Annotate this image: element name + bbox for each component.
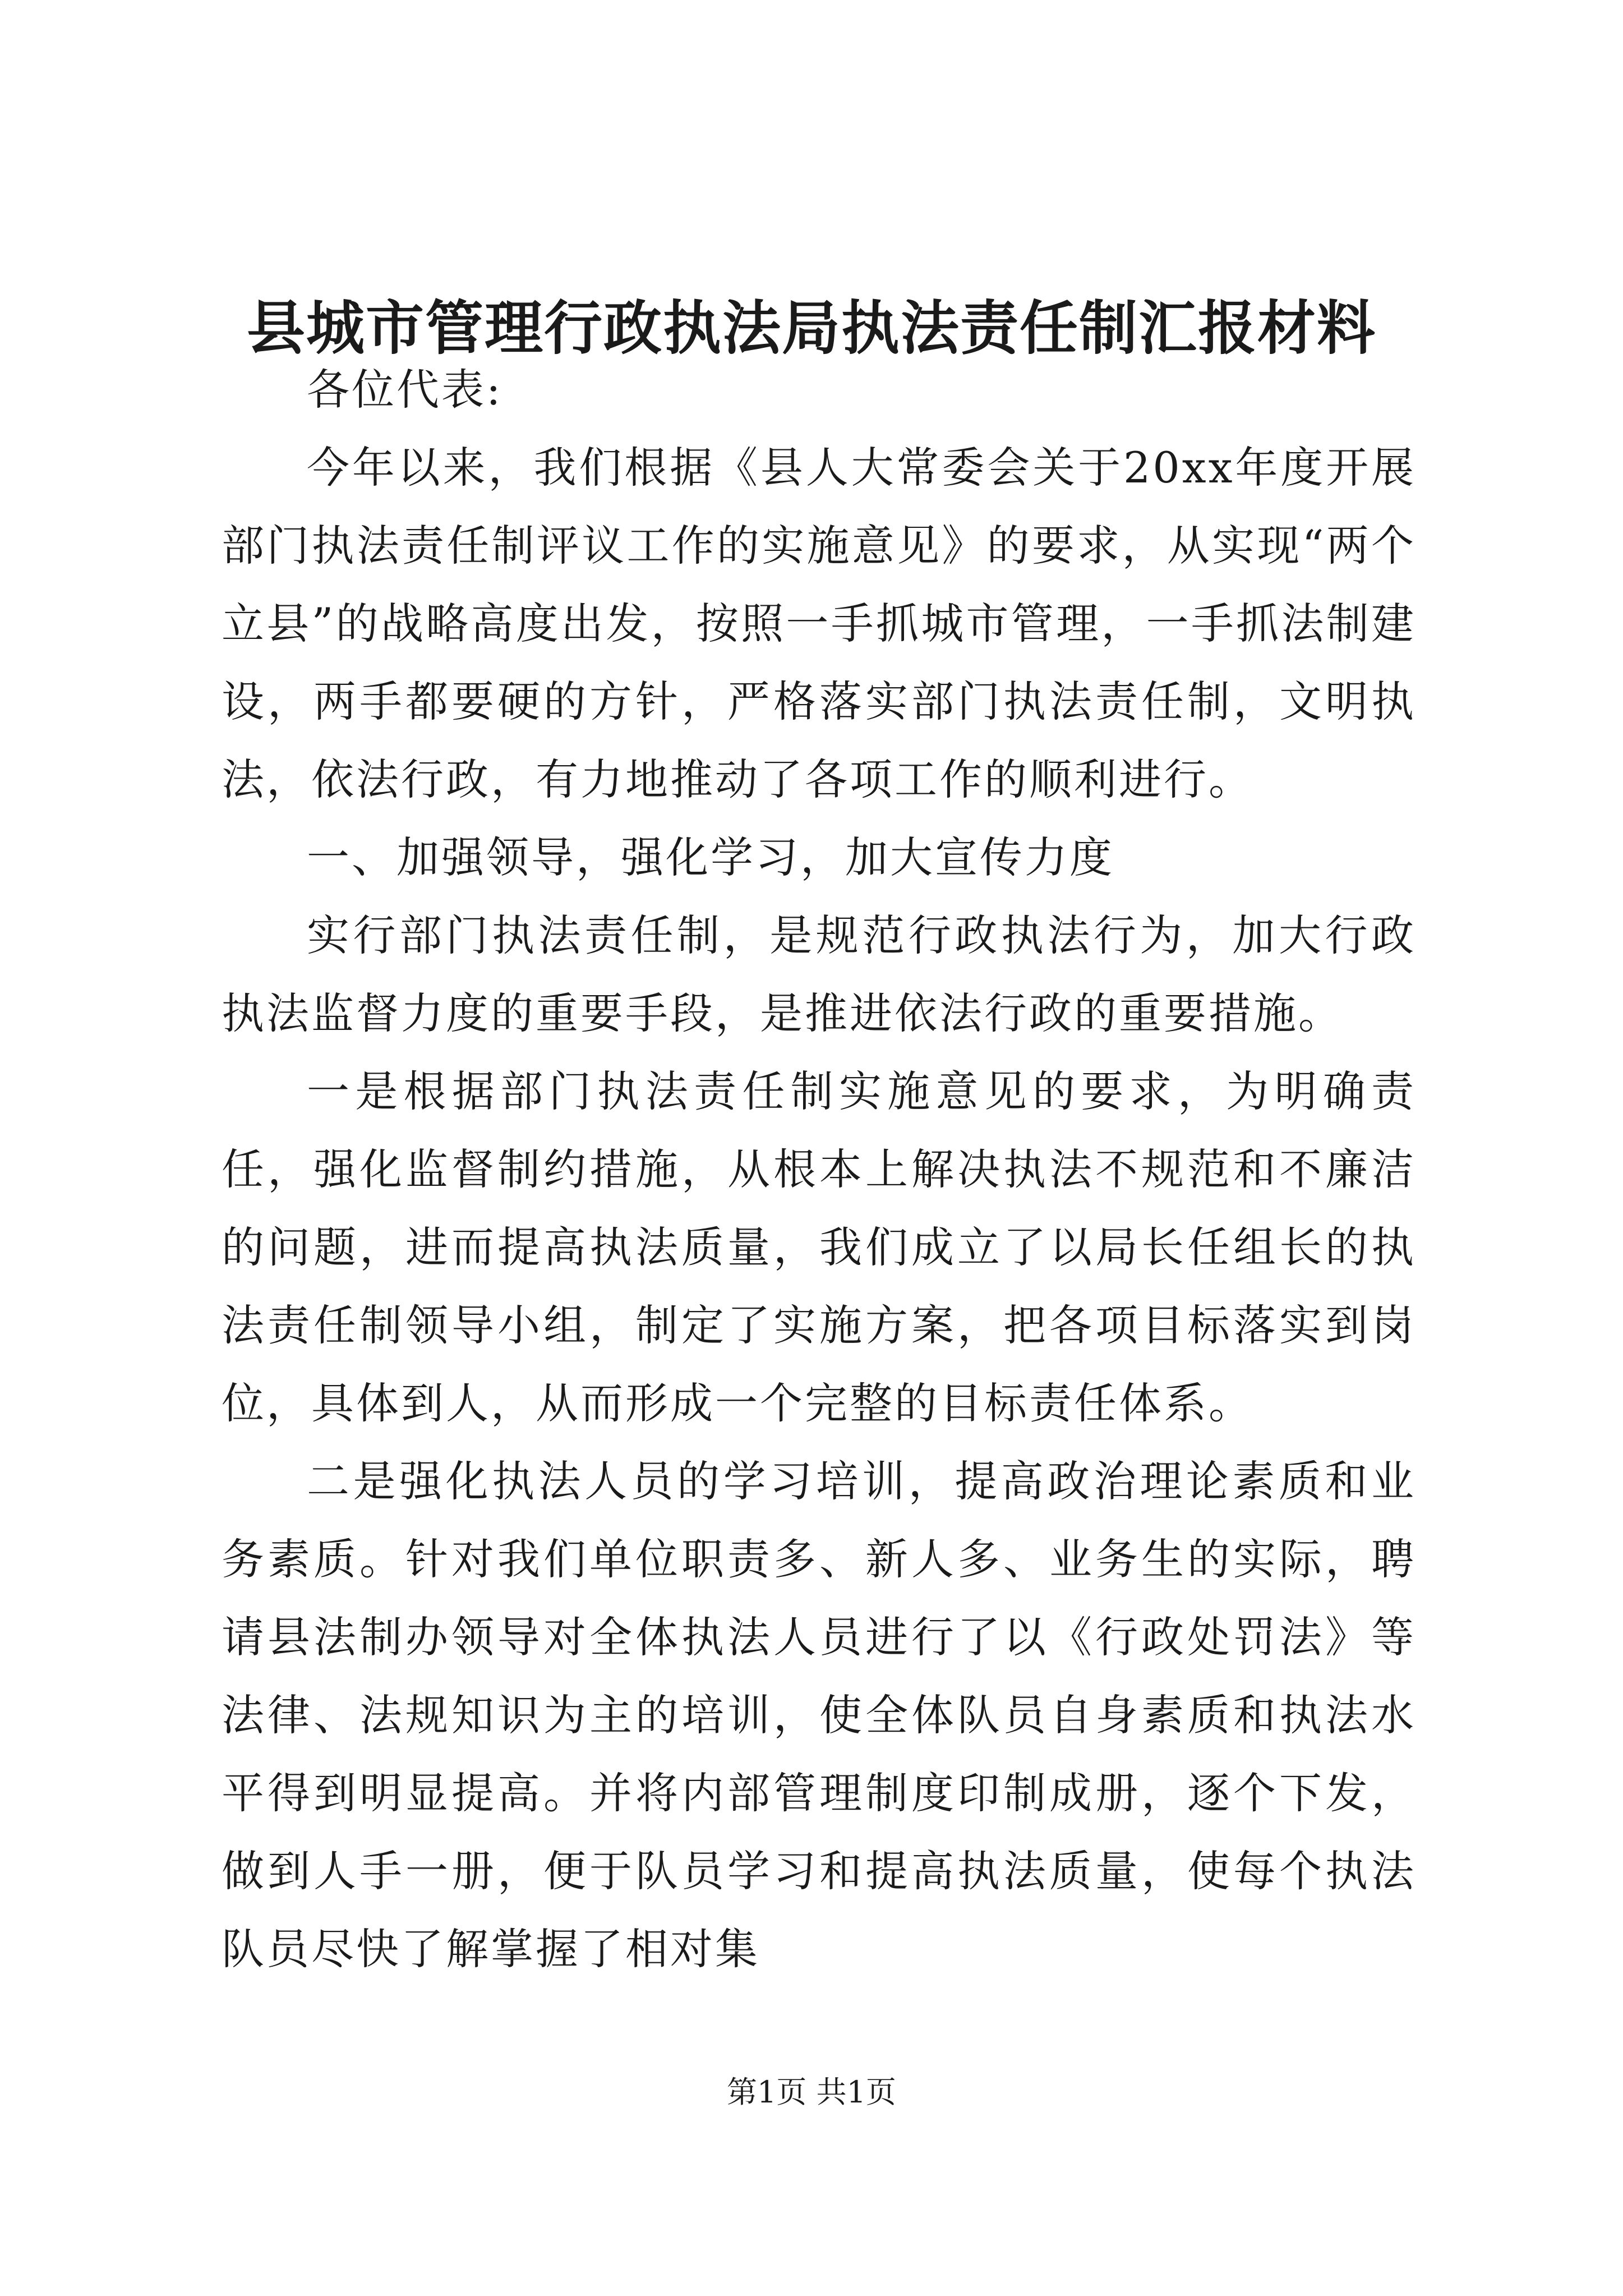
body-paragraph: 实行部门执法责任制，是规范行政执法行为，加大行政执法监督力度的重要手段，是推进依法行政的重要措施。 [222,910,1416,1038]
body-paragraph: 一是根据部门执法责任制实施意见的要求，为明确责任，强化监督制约措施，从根本上解决执法不规范和不廉洁的问题，进而提高执法质量，我们成立了以局长任组长的执法责任制领导小组，制定了实施方案，把各项目标落实到岗位，具体到人，从而形成一个完整的目标责任体系。 [222,1066,1416,1428]
document-title: 县城市管理行政执法局执法责任制汇报材料 [246,293,1376,362]
document-body [222,351,1416,1988]
body-paragraph: 二是强化执法人员的学习培训，提高政治理论素质和业务素质。针对我们单位职责多、新人多、业务生的实际，聘请县法制办领导对全体执法人员进行了以《行政处罚法》等法律、法规知识为主的培训，使全体队员自身素质和执法水平得到明显提高。并将内部管理制度印制成册，逐个下发，做到人手一册，便于队员学习和提高执法质量，使每个执法队员尽快了解掌握了相对集 [222,1456,1416,1974]
salutation-paragraph: 各位代表: [307,365,503,415]
intro-paragraph: 今年以来，我们根据《县人大常委会关于20xx年度开展部门执法责任制评议工作的实施意见》的要求，从实现“两个立县”的战略高度出发，按照一手抓城市管理，一手抓法制建设，两手都要硬的方针，严格落实部门执法责任制，文明执法，依法行政，有力地推动了各项工作的顺利进行。 [222,443,1416,804]
page-number-footer: 第1页 共1页 [727,2074,896,2110]
section-heading-1: 一、加强领导，强化学习，加大宣传力度 [307,832,1114,882]
